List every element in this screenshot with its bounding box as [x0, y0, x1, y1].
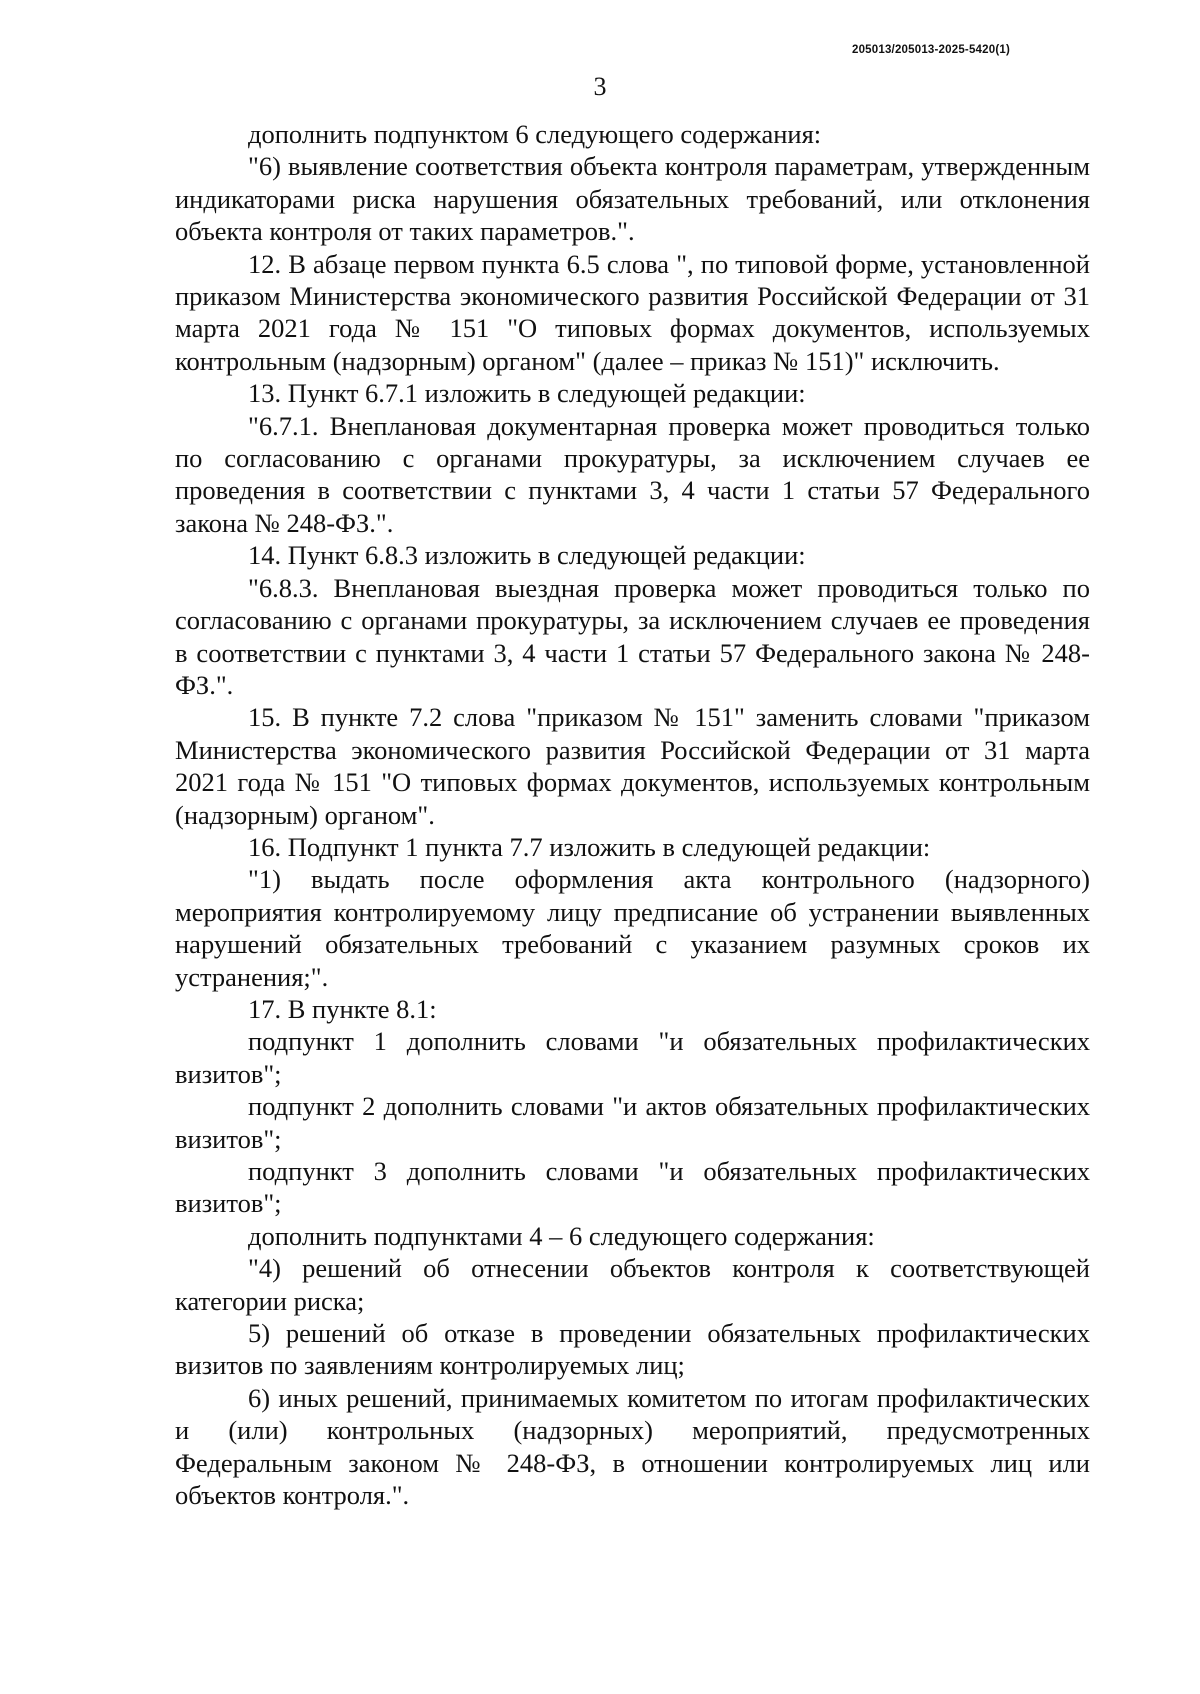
paragraph: дополнить подпунктами 4 – 6 следующего содержания: [248, 1220, 875, 1251]
paragraph: 14. Пункт 6.8.3 изложить в следующей редакции: [248, 540, 806, 571]
paragraph: дополнить подпунктом 6 следующего содержания: [248, 119, 822, 149]
paragraph: 6) иных решений, принимаемых комитетом по итогам профилактических и (или) контрольных (надзорных) мероприятий, предусмотренных Федеральным законом № 248-ФЗ, в отношении контролируемых лиц или объектов контроля.". [175, 1382, 1090, 1511]
paragraph: 15. В пункте 7.2 слова "приказом № 151" заменить словами "приказом Министерства экономического развития Российской Федерации от 31 марта 2021 года № 151 "О типовых формах документов, используемых контрольным (надзорным) органом". [175, 702, 1090, 830]
paragraph: "1) выдать после оформления акта контрольного (надзорного) мероприятия контролируемому лицу предписание об устранении выявленных нарушений обязательных требований с указанием разумных сроков их устранения;". [175, 864, 1090, 992]
paragraph: 13. Пункт 6.7.1 изложить в следующей редакции: [248, 378, 806, 409]
document-body [175, 118, 1090, 1511]
paragraph: 5) решений об отказе в проведении обязательных профилактических визитов по заявлениям контролируемых лиц; [175, 1318, 1090, 1381]
paragraph: подпункт 2 дополнить словами "и актов обязательных профилактических визитов"; [175, 1091, 1090, 1154]
paragraph: "6.8.3. Внеплановая выездная проверка может проводиться только по согласованию с органами прокуратуры, за исключением случаев ее проведения в соответствии с пунктами 3, 4 части 1 статьи 57 Федерального закона № 248-ФЗ.". [175, 572, 1090, 700]
paragraph: 17. В пункте 8.1: [248, 993, 437, 1024]
paragraph: 12. В абзаце первом пункта 6.5 слова ", по типовой форме, установленной приказом Министерства экономического развития Российской Федерации от 31 марта 2021 года № 151 "О типовых формах документов, используемых контрольным (надзорным) органом" (далее – приказ № 151)" исключить. [175, 248, 1090, 376]
paragraph: 16. Подпункт 1 пункта 7.7 изложить в следующей редакции: [248, 831, 931, 862]
document-id: 205013/205013-2025-5420(1) [851, 44, 1010, 56]
paragraph: "6.7.1. Внеплановая документарная проверка может проводиться только по согласованию с органами прокуратуры, за исключением случаев ее проведения в соответствии с пунктами 3, 4 части 1 статьи 57 Федерального закона № 248-ФЗ.". [175, 410, 1090, 538]
paragraph: подпункт 1 дополнить словами "и обязательных профилактических визитов"; [175, 1026, 1090, 1089]
paragraph: "6) выявление соответствия объекта контроля параметрам, утвержденным индикаторами риска нарушения обязательных требований, или отклонения объекта контроля от таких параметров.". [175, 151, 1090, 247]
paragraph: подпункт 3 дополнить словами "и обязательных профилактических визитов"; [175, 1156, 1090, 1219]
paragraph: "4) решений об отнесении объектов контроля к соответствующей категории риска; [175, 1253, 1090, 1316]
page-number: 3 [593, 72, 607, 101]
